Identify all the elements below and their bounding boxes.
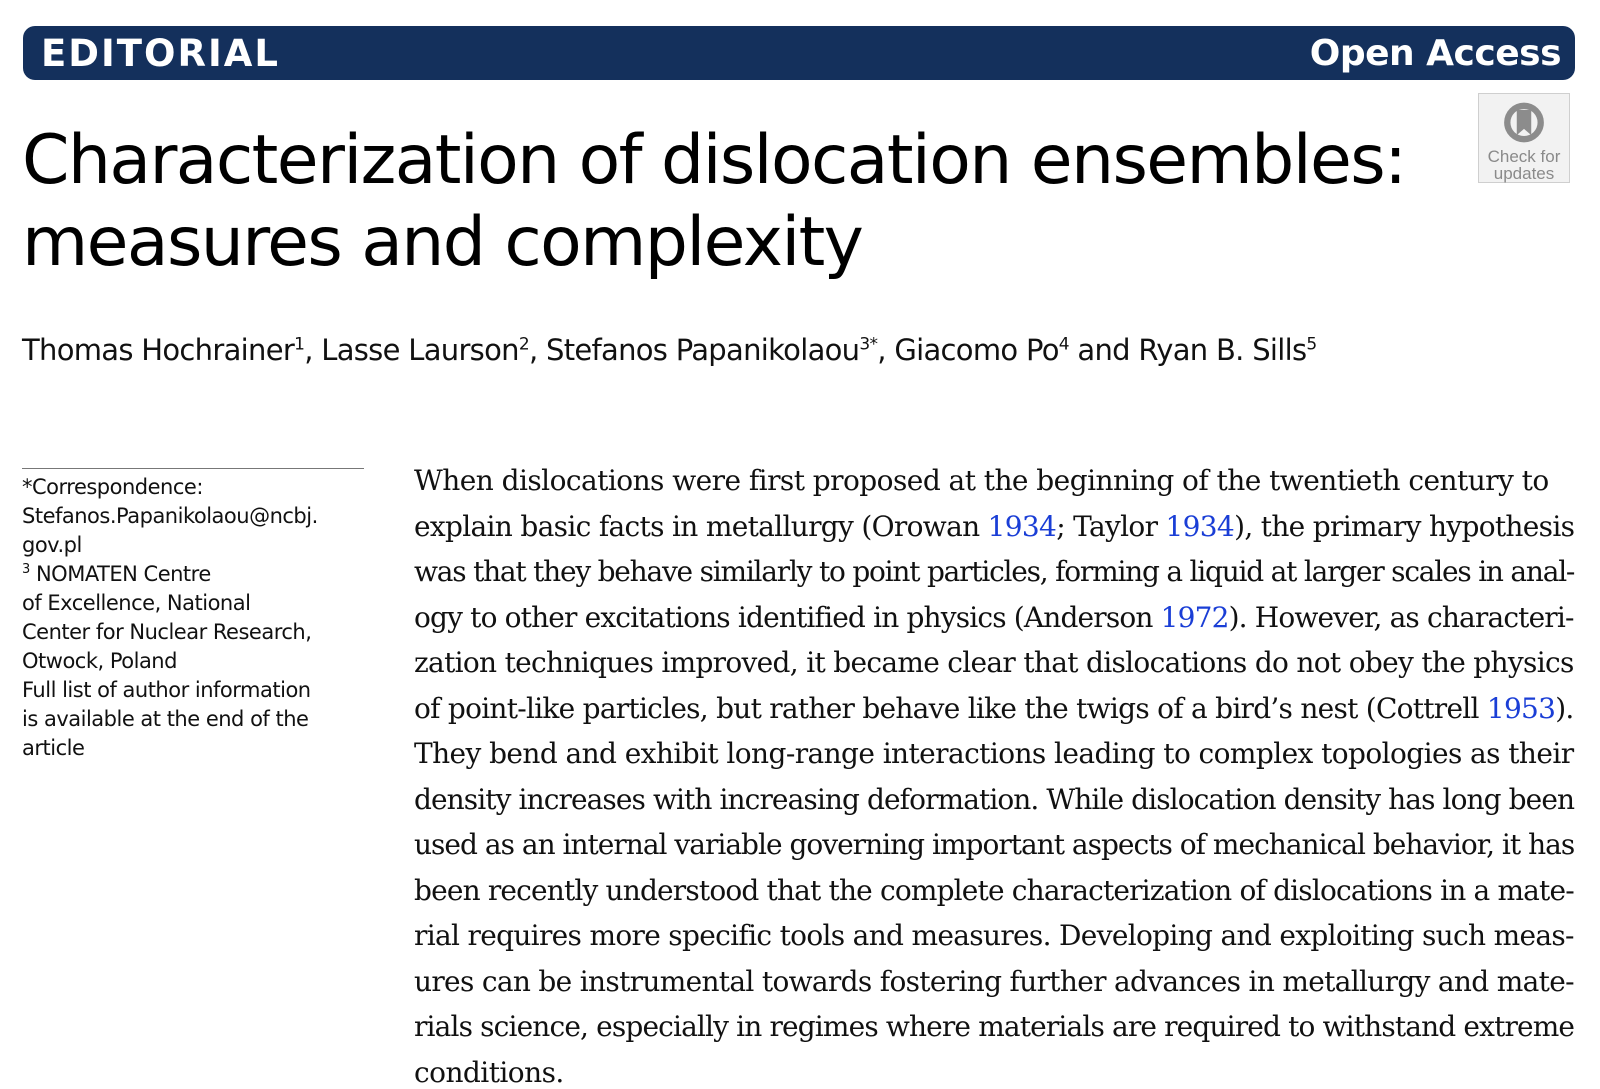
citation-link[interactable]: 1934 — [1165, 509, 1235, 543]
article-title — [22, 120, 1442, 284]
body-line: zation techniques improved, it became clear that dislocations do not obey the physics — [414, 646, 1574, 679]
citation-link[interactable]: 1934 — [987, 509, 1057, 543]
body-line: was that they behave similarly to point particles, forming a liquid at larger scales in anal- — [414, 555, 1575, 588]
body-line: explain basic facts in metallurgy (Orowan 1934; Taylor 1934), the primary hypothesis — [414, 509, 1575, 543]
body-line: When dislocations were first proposed at the beginning of the twentieth century to — [414, 464, 1549, 497]
body-line: used as an internal variable governing important aspects of mechanical behavior, it has — [414, 828, 1575, 861]
check-for-updates-badge[interactable] — [1478, 93, 1570, 183]
body-line: They bend and exhibit long-range interactions leading to complex topologies as their — [414, 737, 1574, 770]
author-name[interactable]: Lasse Laurson — [321, 333, 519, 367]
body-line: density increases with increasing deformation. While dislocation density has long been — [414, 782, 1575, 816]
author-affiliation-sup: 1 — [294, 334, 305, 355]
title-line-2: measures and complexity — [22, 203, 863, 282]
author-affiliation-sup: 2 — [518, 334, 529, 355]
body-line: rial requires more specific tools and measures. Developing and exploiting such meas- — [414, 919, 1574, 952]
author-name[interactable]: Thomas Hochrainer — [22, 333, 295, 367]
section-label: EDITORIAL — [41, 31, 280, 75]
citation-link[interactable]: 1972 — [1160, 600, 1229, 634]
article-type-banner — [23, 26, 1575, 80]
check-for-updates-text: Check for updates — [1487, 147, 1561, 183]
correspondence-email[interactable]: Stefanos.Papanikolaou@ncbj. gov.pl — [22, 504, 318, 557]
open-access-label: Open Access — [1309, 32, 1561, 74]
body-line: of point-like particles, but rather behave like the twigs of a bird’s nest (Cottrell 1953). — [414, 691, 1574, 725]
sidebar-divider — [22, 468, 364, 469]
correspondence-sidebar — [22, 473, 367, 763]
body-line: been recently understood that the complete characterization of dislocations in a mate- — [414, 873, 1574, 907]
title-line-1: Characterization of dislocation ensembles: — [22, 121, 1406, 200]
affiliation: $^3$ NOMATEN Centre of Excellence, National Center for Nuclear Research, Otwock, Poland — [22, 562, 312, 673]
body-line: conditions. — [414, 1055, 564, 1089]
author-list: Thomas Hochrainer$^1$, Lasse Laurson$^2$, Stefanos Papanikolaou$^{3*}$, Giacomo Po$^4$ and Ryan B. Sills$^5$ — [22, 333, 1317, 367]
author-affiliation-sup: 5 — [1306, 334, 1317, 355]
body-line: ogy to other excitations identified in physics (Anderson 1972). However, as characteri- — [414, 600, 1574, 634]
author-info-note: Full list of author information is available at the end of the article — [22, 678, 311, 760]
author-name[interactable]: Ryan B. Sills — [1138, 333, 1307, 367]
citation-link[interactable]: 1953 — [1486, 691, 1556, 725]
body-line: rials science, especially in regimes where materials are required to withstand extreme — [414, 1010, 1575, 1043]
author-name[interactable]: Giacomo Po — [894, 333, 1059, 367]
article-body — [414, 458, 1574, 1089]
correspondence-label: *Correspondence: — [22, 475, 203, 499]
check-for-updates-icon — [1498, 99, 1550, 146]
author-affiliation-sup: 3* — [859, 334, 878, 355]
author-affiliation-sup: 4 — [1058, 334, 1069, 355]
author-name[interactable]: Stefanos Papanikolaou — [545, 333, 860, 367]
body-line: ures can be instrumental towards fostering further advances in metallurgy and mate- — [414, 964, 1574, 998]
